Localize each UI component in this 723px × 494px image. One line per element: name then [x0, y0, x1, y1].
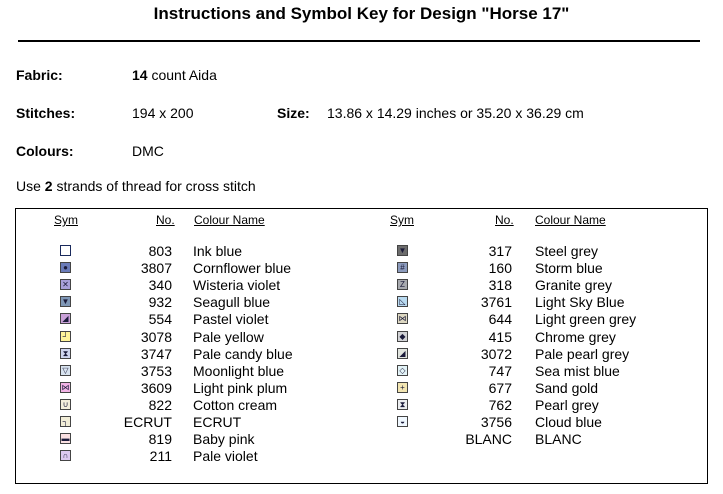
colour-name: Ink blue — [193, 243, 243, 259]
dmc-number: 3756 — [480, 414, 512, 430]
title-divider — [18, 40, 700, 42]
colour-name: Storm blue — [535, 260, 603, 277]
colour-name: ECRUT — [193, 414, 242, 430]
fabric-type: count Aida — [151, 67, 217, 83]
dmc-number: 160 — [488, 260, 512, 277]
dmc-number: BLANC — [465, 431, 512, 448]
symbol-swatch-icon: ⧗ — [397, 399, 408, 410]
symbol-key-table — [15, 208, 708, 484]
fabric-label: Fabric: — [16, 67, 63, 83]
symbol-swatch-icon: ◢ — [60, 313, 71, 324]
dmc-number: 554 — [148, 311, 172, 328]
key-row-left — [16, 448, 707, 465]
symbol-swatch-icon: ▼ — [398, 246, 407, 255]
key-row-right — [16, 277, 707, 294]
colour-name: Pale candy blue — [193, 345, 293, 362]
colours-label: Colours: — [16, 143, 74, 159]
symbol-swatch-icon: ◺ — [397, 296, 408, 307]
colour-name: Pale violet — [193, 448, 258, 465]
dmc-number: 819 — [148, 431, 172, 448]
colour-name: Sand gold — [535, 379, 599, 396]
dmc-number: 415 — [488, 328, 512, 345]
dmc-number: 340 — [148, 277, 172, 294]
key-row-right — [16, 363, 707, 380]
dmc-number: 3072 — [480, 345, 512, 362]
key-row-right — [16, 243, 707, 260]
symbol-swatch-icon: ◢ — [397, 348, 408, 359]
colour-name: Cloud blue — [535, 414, 602, 430]
header-sym-right: Sym — [390, 213, 414, 227]
key-row-right — [16, 397, 707, 414]
symbol-swatch-icon: ∪ — [60, 399, 71, 410]
colour-name: Light pink plum — [193, 379, 288, 396]
colour-name: Moonlight blue — [193, 362, 285, 379]
key-row-right — [16, 380, 707, 397]
dmc-number: 317 — [488, 243, 512, 259]
dmc-number: 3807 — [140, 260, 172, 277]
symbol-swatch-icon: ● — [60, 262, 71, 273]
symbol-swatch-icon: ◒ — [397, 416, 408, 427]
symbol-swatch-icon — [397, 433, 408, 444]
colour-name: Cotton cream — [193, 396, 278, 413]
dmc-number: 932 — [148, 294, 172, 311]
colour-name: Chrome grey — [535, 328, 616, 345]
header-sym-left: Sym — [54, 213, 78, 227]
symbol-swatch-icon: ◆ — [397, 331, 408, 342]
colour-name: Sea mist blue — [535, 362, 620, 379]
symbol-swatch-icon: ▬ — [61, 434, 70, 444]
dmc-number: 3761 — [480, 294, 512, 311]
dmc-number: 3747 — [140, 345, 172, 362]
header-name-right: Colour Name — [535, 213, 606, 227]
colour-name: Light Sky Blue — [535, 294, 625, 311]
symbol-swatch-icon: # — [397, 262, 408, 273]
colour-name: Seagull blue — [193, 294, 271, 311]
colour-name: Light green grey — [535, 311, 637, 328]
colour-name: Granite grey — [535, 277, 613, 294]
header-no-right: No. — [495, 213, 514, 227]
colour-name: Steel grey — [535, 243, 599, 259]
fabric-count: 14 — [132, 67, 148, 83]
symbol-swatch-icon: ▽ — [60, 365, 71, 376]
stitches-value: 194 x 200 — [132, 105, 194, 121]
symbol-swatch-icon: ◇ — [397, 365, 408, 376]
dmc-number: ECRUT — [123, 414, 172, 430]
colour-name: Wisteria violet — [193, 277, 281, 294]
symbol-swatch-icon: ⧗ — [60, 348, 71, 359]
dmc-number: 644 — [488, 311, 512, 328]
key-row-right — [16, 431, 707, 448]
size-label: Size: — [277, 105, 310, 121]
symbol-swatch-icon: ▼ — [61, 297, 70, 307]
header-no-left: No. — [156, 213, 175, 227]
symbol-swatch-icon: ∩ — [60, 450, 71, 461]
colour-name: Pastel violet — [193, 311, 269, 328]
key-row-right — [16, 260, 707, 277]
page-title: Instructions and Symbol Key for Design "Horse 17" — [153, 4, 570, 23]
symbol-swatch-icon: ✕ — [60, 279, 71, 290]
symbol-swatch-icon: ┘ — [60, 331, 71, 342]
dmc-number: 3753 — [140, 362, 172, 379]
size-value: 13.86 x 14.29 inches or 35.20 x 36.29 cm — [327, 105, 584, 121]
strands-count: 2 — [44, 178, 53, 194]
fabric-value — [132, 67, 217, 83]
strands-pre: Use — [16, 178, 41, 194]
key-row-right — [16, 311, 707, 328]
dmc-number: 762 — [488, 396, 512, 413]
key-row-right — [16, 346, 707, 363]
colours-value: DMC — [132, 143, 164, 159]
colour-name: Pale yellow — [193, 328, 264, 345]
header-name-left: Colour Name — [194, 213, 265, 227]
dmc-number: 3078 — [140, 328, 172, 345]
colour-name: Pearl grey — [535, 396, 599, 413]
key-row-right — [16, 294, 707, 311]
dmc-number: 318 — [488, 277, 512, 294]
key-row-right — [16, 414, 707, 431]
colour-name: Baby pink — [193, 431, 255, 448]
strands-instruction — [16, 178, 256, 194]
dmc-number: 677 — [488, 379, 512, 396]
symbol-swatch-icon: + — [397, 382, 408, 393]
dmc-number: 822 — [148, 396, 172, 413]
key-row-right — [16, 329, 707, 346]
symbol-swatch-icon: Z — [397, 279, 408, 290]
symbol-swatch-icon: ⋈ — [61, 382, 70, 392]
dmc-number: 747 — [488, 362, 512, 379]
symbol-swatch-icon: ⋈ — [398, 314, 407, 324]
strands-post: strands of thread for cross stitch — [56, 178, 256, 194]
dmc-number: 211 — [149, 448, 172, 465]
colour-name: Pale pearl grey — [535, 345, 630, 362]
stitches-label: Stitches: — [16, 105, 76, 121]
colour-name: Cornflower blue — [193, 260, 292, 277]
dmc-number: 3609 — [140, 379, 172, 396]
symbol-swatch-icon: ┐ — [60, 416, 71, 427]
dmc-number: 803 — [148, 243, 172, 259]
colour-name: BLANC — [535, 431, 582, 448]
